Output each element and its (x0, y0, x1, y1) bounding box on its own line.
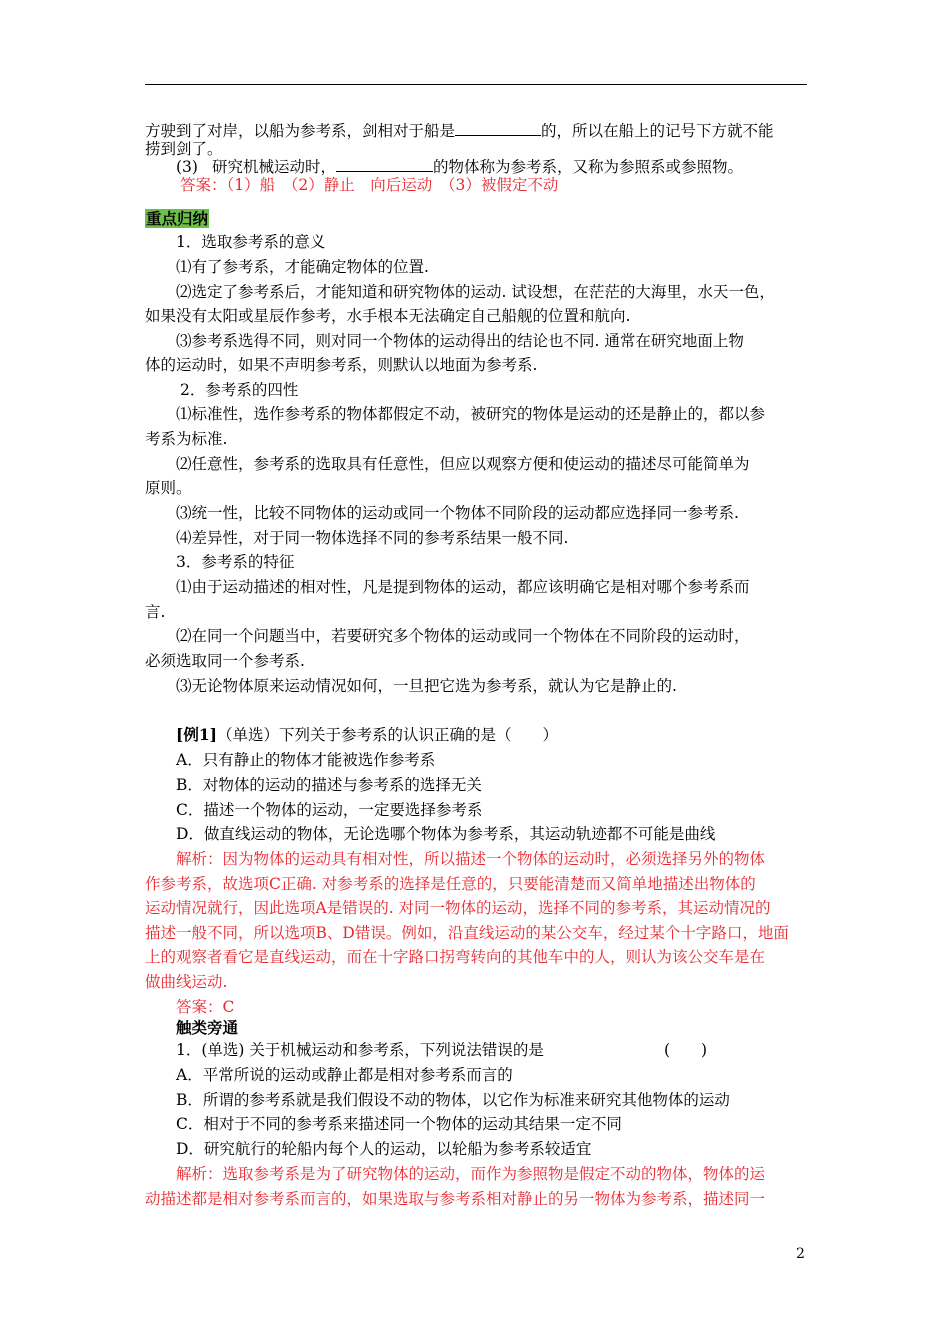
section-3-title: 3．参考系的特征 (176, 553, 295, 571)
paragraph: ⑵选定了参考系后，才能知道和研究物体的运动. 试设想，在茫茫的大海里，水天一色， (176, 283, 775, 301)
analysis-line: 解析：选取参考系是为了研究物体的运动，而作为参照物是假定不动的物体，物体的运 (176, 1165, 766, 1183)
paragraph: 考系为标准. (145, 430, 228, 448)
analysis-line: 动描述都是相对参考系而言的，如果选取与参考系相对静止的另一物体为参考系，描述同一 (145, 1190, 766, 1208)
fill-blank (455, 121, 541, 136)
intro-answer: 答案：（1）船 （2）静止 向后运动 （3）被假定不动 (180, 176, 559, 194)
paragraph: ⑴由于运动描述的相对性，凡是提到物体的运动，都应该明确它是相对哪个参考系而 (176, 578, 750, 596)
option: D．做直线运动的物体，无论选哪个物体为参考系，其运动轨迹都不可能是曲线 (176, 825, 716, 843)
fill-blank (336, 157, 433, 172)
summary-heading: 重点归纳 (146, 209, 209, 228)
paragraph: 体的运动时，如果不声明参考系，则默认以地面为参考系. (145, 356, 538, 374)
option: A．平常所说的运动或静止都是相对参考系而言的 (176, 1066, 513, 1084)
intro-line-1: 方驶到了对岸，以船为参考系，剑相对于船是 的，所以在船上的记号下方就不能 (145, 122, 774, 140)
intro-line-2: 捞到剑了。 (145, 140, 223, 158)
paragraph: ⑴有了参考系，才能确定物体的位置. (176, 258, 429, 276)
paragraph: 如果没有太阳或星辰作参考，水手根本无法确定自己船舰的位置和航向. (145, 307, 631, 325)
paragraph: ⑵任意性，参考系的选取具有任意性，但应以观察方便和使运动的描述尽可能简单为 (176, 455, 750, 473)
paragraph: ⑶无论物体原来运动情况如何，一旦把它选为参考系，就认为它是静止的. (176, 677, 677, 695)
paragraph: 言. (145, 603, 166, 621)
paragraph: ⑶参考系选得不同，则对同一个物体的运动得出的结论也不同. 通常在研究地面上物 (176, 332, 744, 350)
analysis-line: 做曲线运动. (145, 973, 228, 991)
practice-heading: 触类旁通 (176, 1018, 239, 1037)
paragraph: ⑴标准性，选作参考系的物体都假定不动，被研究的物体是运动的还是静止的，都以参 (176, 405, 766, 423)
paragraph: 原则。 (145, 479, 192, 497)
option: D．研究航行的轮船内每个人的运动，以轮船为参考系较适宜 (176, 1140, 592, 1158)
paragraph: ⑶统一性，比较不同物体的运动或同一个物体不同阶段的运动都应选择同一参考系. (176, 504, 739, 522)
analysis-line: 描述一般不同，所以选项B、D错误。例如，沿直线运动的某公交车，经过某个十字路口，地面 (145, 924, 789, 942)
analysis-line: 上的观察者看它是直线运动，而在十字路口拐弯转向的其他车中的人，则认为该公交车是在 (145, 948, 766, 966)
section-2-title: 2．参考系的四性 (180, 381, 299, 399)
paragraph: ⑵在同一个问题当中，若要研究多个物体的运动或同一个物体在不同阶段的运动时， (176, 627, 750, 645)
option: B．对物体的运动的描述与参考系的选择无关 (176, 776, 482, 794)
paragraph: 必须选取同一个参考系. (145, 652, 305, 670)
analysis-line: 作参考系，故选项C正确. 对参考系的选择是任意的，只要能清楚而又简单地描述出物体的 (145, 875, 756, 893)
analysis-line: 解析：因为物体的运动具有相对性，所以描述一个物体的运动时，必须选择另外的物体 (176, 850, 766, 868)
example-1-answer: 答案：C (176, 998, 235, 1016)
analysis-line: 运动情况就行，因此选项A是错误的. 对同一物体的运动，选择不同的参考系，其运动情况的 (145, 899, 771, 917)
page-number: 2 (796, 1246, 805, 1262)
option: B．所谓的参考系就是我们假设不动的物体，以它作为标准来研究其他物体的运动 (176, 1091, 730, 1109)
question-3: (3) 研究机械运动时， 的物体称为参考系，又称为参照系或参照物。 (176, 158, 743, 176)
paragraph: ⑷差异性，对于同一物体选择不同的参考系结果一般不同. (176, 529, 569, 547)
practice-question: 1．(单选) 关于机械运动和参考系，下列说法错误的是 ( ) (176, 1041, 708, 1059)
option: C．相对于不同的参考系来描述同一个物体的运动其结果一定不同 (176, 1115, 622, 1133)
section-1-title: 1．选取参考系的意义 (176, 233, 326, 251)
option: C．描述一个物体的运动，一定要选择参考系 (176, 801, 483, 819)
header-rule (145, 84, 807, 85)
example-1-question: [例1]（单选）下列关于参考系的认识正确的是（ ） (176, 725, 558, 744)
option: A．只有静止的物体才能被选作参考系 (176, 751, 436, 769)
